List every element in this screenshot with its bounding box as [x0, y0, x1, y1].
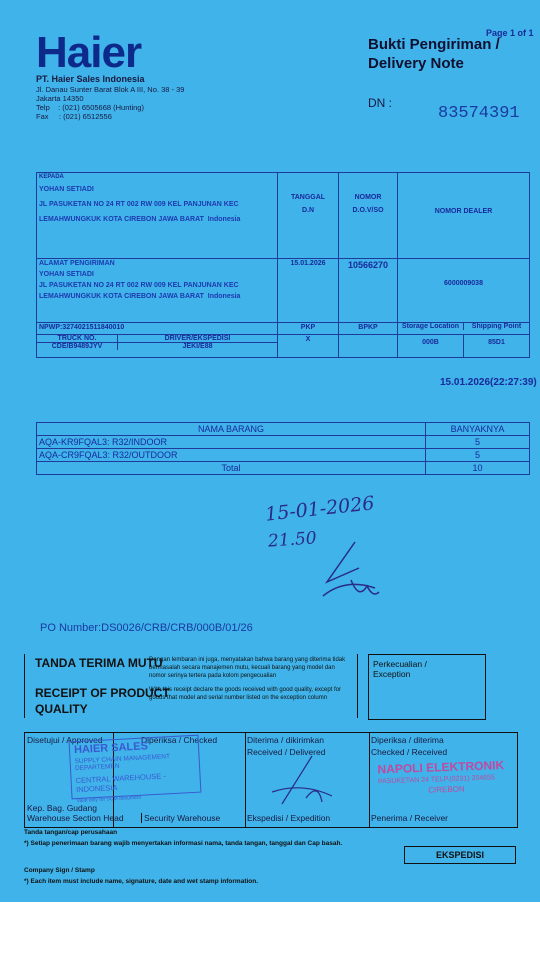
item-name: AQA-KR9FQAL3: R32/INDOOR [37, 436, 426, 449]
customer-address-line: LEMAHWUNGKUK KOTA CIREBON JAWA BARAT Indonesia [39, 216, 241, 223]
bpkp-label: BPKP [339, 323, 398, 335]
dealer-number: 6000009038 [398, 259, 530, 323]
total-qty: 10 [426, 462, 530, 475]
expedition-signature [262, 752, 342, 812]
company-phone: Telp : (021) 6505668 (Hunting) [36, 103, 144, 112]
location-header: Storage Location Shipping Point [398, 323, 530, 335]
company-address-line: Jl. Danau Sunter Barat Blok A III, No. 38 - 39 [36, 85, 185, 94]
note-en: *) Each item must include name, signature, date and wet stamp information. [24, 878, 259, 885]
dn-number: 83574391 [438, 104, 520, 123]
item-qty: 5 [426, 449, 530, 462]
location-values: 000B 85D1 [398, 335, 530, 358]
dn-label: DN : [368, 96, 392, 110]
haier-logo: Haier [36, 28, 142, 77]
customer-address-line: JL PASUKETAN NO 24 RT 002 RW 009 KEL PANJUNAN KEC [39, 201, 239, 208]
shipping-address-cell [37, 259, 278, 323]
npwp: NPWP:3274021511840010 [37, 323, 278, 335]
receipt-text-id: Dengan lembaran ini juga, menyatakan bahwa barang yang diterima tidak bermasalah secara manajemen mutu, kecuali barang yang model dan nomor serinya tertera pada kolom pengecualian [149, 657, 346, 679]
handwritten-time: 21.50 [267, 528, 318, 552]
exception-box [368, 654, 486, 720]
ship-address-line: JL PASUKETAN NO 24 RT 002 RW 009 KEL PANJUNAN KEC [39, 282, 239, 289]
table-row [37, 462, 530, 475]
truck-driver-cell: TRUCK NO. DRIVER/EKSPEDISI CDE/B9489JYV JEKI/E88 [37, 335, 278, 358]
ship-address-line: LEMAHWUNGKUK KOTA CIREBON JAWA BARAT Indonesia [39, 293, 241, 300]
kepada-label: KEPADA [39, 174, 64, 180]
table-row [37, 449, 530, 462]
item-name: AQA-CR9FQAL3: R32/OUTDOOR [37, 449, 426, 462]
nomor-header: NOMOR D.O.V/SO [339, 173, 398, 259]
handwritten-date: 15-01-2026 [264, 492, 376, 526]
handwritten-signature [315, 538, 385, 608]
document-title [368, 35, 500, 73]
customer-received-cell: Diperiksa / diterima Checked / Received Penerima / Receiver [371, 735, 449, 823]
tanggal-header: TANGGAL D.N [278, 173, 339, 259]
customer-name: YOHAN SETIADI [39, 186, 94, 193]
dealer-header: NOMOR DEALER [398, 173, 530, 259]
item-name-header: NAMA BARANG [37, 423, 426, 436]
note-id: *) Setiap penerimaan barang wajib menyertakan informasi nama, tanda tangan, tanggal dan Cap basah. [24, 840, 343, 847]
company-sign-id: Tanda tangan/cap perusahaan [24, 829, 118, 836]
warehouse-stamp: HAIER SALES SUPPLY CHAIN MANAGEMENT DEPARTEMEN CENTRAL WAREHOUSE - INDONESIA Valid only for SCM document [69, 735, 202, 800]
document-title-line: Bukti Pengiriman / [368, 36, 500, 53]
table-row [37, 436, 530, 449]
approved-cell: Disetujui / Approved Kep. Bag. Gudang Warehouse Section Head [25, 733, 114, 827]
pkp-label: PKP [278, 323, 339, 335]
po-number: PO Number:DS0026/CRB/CRB/000B/01/26 [40, 622, 253, 634]
receipt-title-en-2: QUALITY [35, 702, 88, 716]
receipt-box [24, 654, 358, 718]
recipient-cell [37, 173, 278, 259]
company-fax: Fax : (021) 6512556 [36, 112, 112, 121]
ship-label: ALAMAT PENGIRIMAN [39, 260, 115, 267]
items-table [36, 422, 530, 475]
pkp-value: X [278, 335, 339, 358]
item-qty: 5 [426, 436, 530, 449]
received-cell: Diterima / dikirimkan Received / Delivered Ekspedisi / Expedition [245, 733, 370, 827]
bpkp-value [339, 335, 398, 358]
company-address-line: Jakarta 14350 [36, 94, 84, 103]
document-title-line: Delivery Note [368, 55, 464, 72]
print-timestamp: 15.01.2026(22:27:39) [440, 377, 537, 388]
receipt-title-en: RECEIPT OF PRODUCT [35, 686, 170, 700]
exception-label: Perkecualian / Exception [373, 659, 427, 679]
dn-date: 15.01.2026 [278, 259, 339, 323]
item-qty-header: BANYAKNYA [426, 423, 530, 436]
company-name: PT. Haier Sales Indonesia [36, 74, 145, 84]
receipt-title-id: TANDA TERIMA MUTU [35, 656, 163, 670]
info-table [36, 172, 530, 358]
do-number: 10566270 [339, 259, 398, 323]
receipt-text-en: With this receipt declare the goods received with good quality, except for goods that model and serial number listed on the exception column [149, 687, 341, 701]
receiver-stamp: NAPOLI ELEKTRONIK PASUKETAN 24 TELP.(0231) 204655 CIREBON [377, 758, 505, 795]
ship-name: YOHAN SETIADI [39, 271, 94, 278]
total-label: Total [37, 462, 426, 475]
checked-cell: Diperiksa / Checked Security Warehouse [113, 733, 246, 827]
page-number: Page 1 of 1 [486, 28, 534, 38]
company-sign-en: Company Sign / Stamp [24, 867, 95, 874]
ekspedisi-label: EKSPEDISI [404, 846, 516, 864]
